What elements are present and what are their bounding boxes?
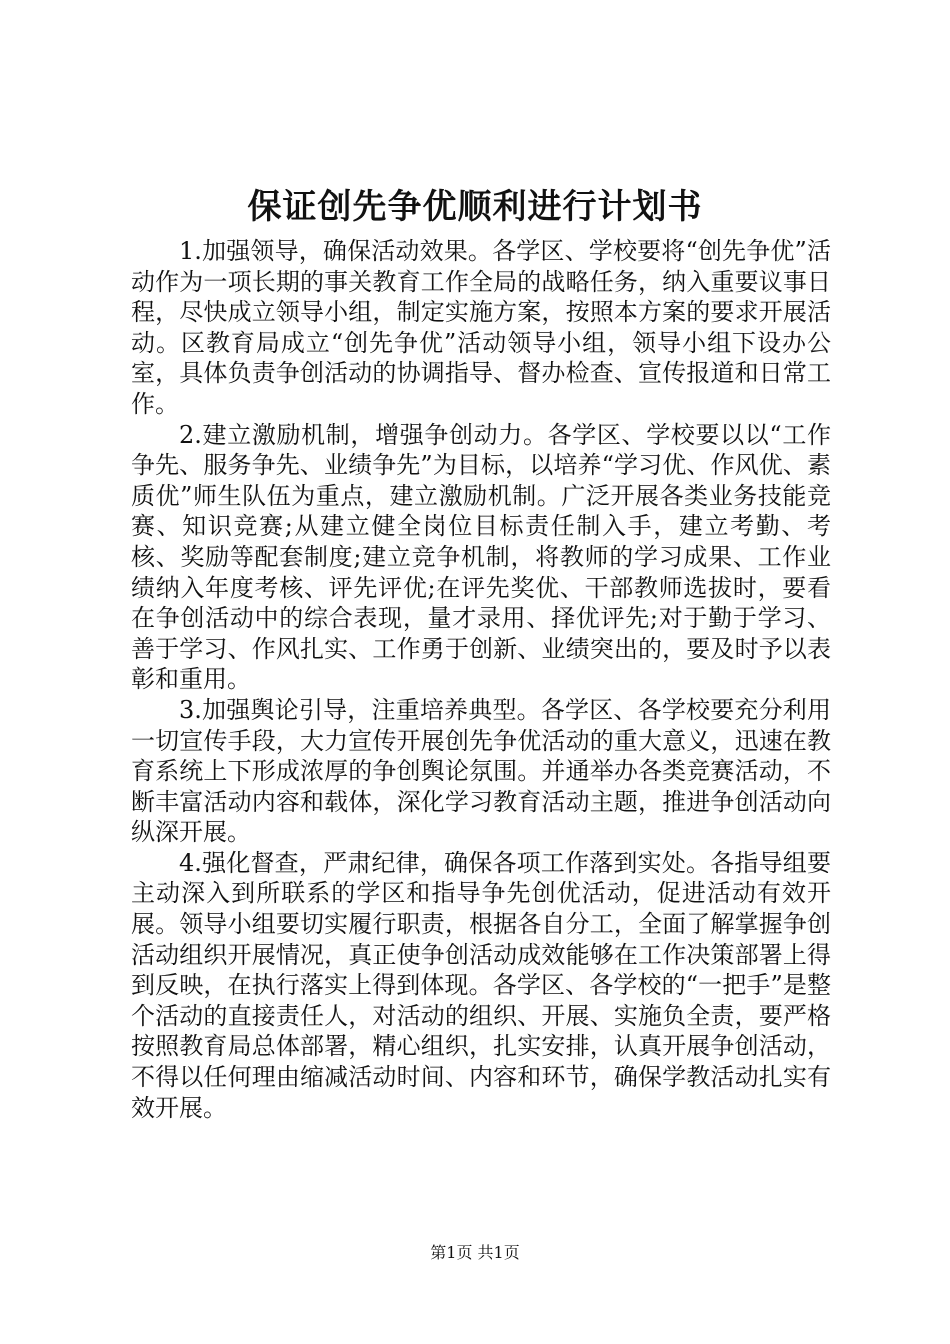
document-title: 保证创先争优顺利进行计划书 [247,187,703,227]
paragraph-2: 2.建立激励机制，增强争创动力。各学区、学校要以以“工作争先、服务争先、业绩争先”为目标，以培养“学习优、作风优、素质优”师生队伍为重点，建立激励机制。广泛开展各类业务技能竞赛、知识竞赛;从建立健全岗位目标责任制入手，建立考勤、考核、奖励等配套制度;建立竞争机制，将教师的学习成果、工作业绩纳入年度考核、评先评优;在评先奖优、干部教师选拔时，要看在争创活动中的综合表现，量才录用、择优评先;对于勤于学习、善于学习、作风扎实、工作勇于创新、业绩突出的，要及时予以表彰和重用。 [131,420,831,694]
paragraph-3: 3.加强舆论引导，注重培养典型。各学区、各学校要充分利用一切宣传手段，大力宣传开展创先争优活动的重大意义，迅速在教育系统上下形成浓厚的争创舆论氛围。并通举办各类竞赛活动，不断丰富活动内容和载体，深化学习教育活动主题，推进争创活动向纵深开展。 [131,695,831,847]
page-footer: 第1页 共1页 [430,1243,520,1262]
paragraph-4: 4.强化督查，严肃纪律，确保各项工作落到实处。各指导组要主动深入到所联系的学区和指导争先创优活动，促进活动有效开展。领导小组要切实履行职责，根据各自分工，全面了解掌握争创活动组织开展情况，真正使争创活动成效能够在工作决策部署上得到反映，在执行落实上得到体现。各学区、各学校的“一把手”是整个活动的直接责任人，对活动的组织、开展、实施负全责，要严格按照教育局总体部署，精心组织，扎实安排，认真开展争创活动，不得以任何理由缩减活动时间、内容和环节，确保学教活动扎实有效开展。 [131,848,831,1122]
document-body [131,236,831,1123]
paragraph-1: 1.加强领导，确保活动效果。各学区、学校要将“创先争优”活动作为一项长期的事关教育工作全局的战略任务，纳入重要议事日程，尽快成立领导小组，制定实施方案，按照本方案的要求开展活动。区教育局成立“创先争优”活动领导小组，领导小组下设办公室，具体负责争创活动的协调指导、督办检查、宣传报道和日常工作。 [131,237,831,418]
